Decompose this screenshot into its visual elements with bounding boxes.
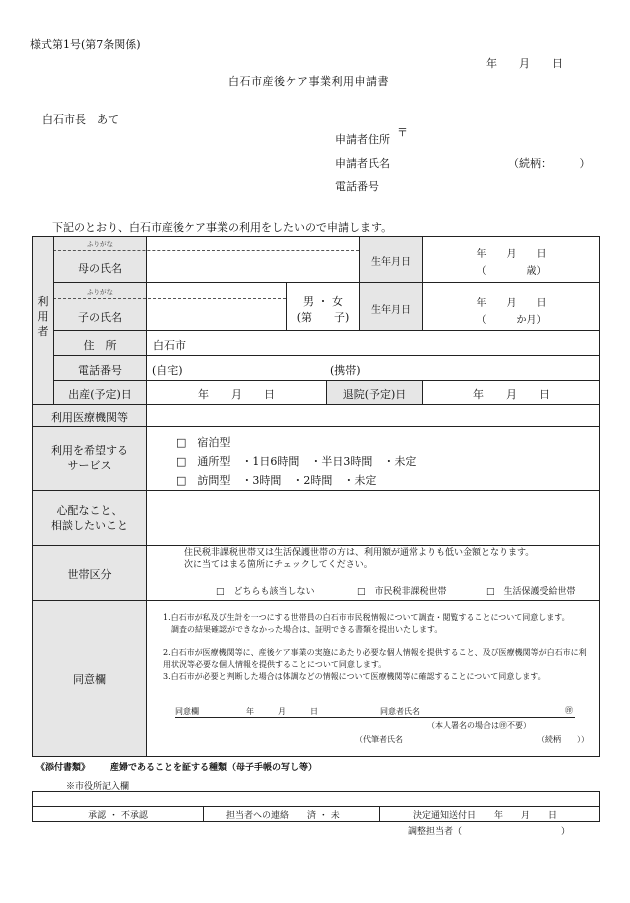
consent-item-2: 2.白石市が医療機関等に、産後ケア事業の実施にあたり必要な個人情報を提供すること、及び医療機関等が白石市に利用状況等必要な個人情報を提供することについて同意します。: [163, 648, 587, 669]
mother-birth-date: 年 月 日: [476, 249, 547, 260]
consent-label: 同意欄: [73, 673, 106, 686]
consent-date: 年 月 日: [246, 707, 318, 716]
service-overnight[interactable]: □ 宿泊型: [176, 436, 231, 449]
date-line: 年 月 日: [486, 57, 563, 70]
mother-birth-label: 生年月日: [371, 257, 411, 268]
office-note: ※市役所記入欄: [66, 782, 130, 792]
consent-item-3: 3.白石市が必要と判断した場合は体調などの情報について医療機関等に確認することについて同意します。: [163, 672, 546, 681]
child-months: （ か月）: [476, 315, 547, 326]
form-number: 様式第1号(第7条関係): [30, 38, 141, 51]
seal-note: （本人署名の場合は㊞不要）: [427, 721, 531, 730]
household-label: 世帯区分: [67, 568, 112, 581]
page-title: 白石市産後ケア事業利用申請書: [228, 75, 389, 88]
household-note: 住民税非課税世帯又は生活保護世帯の方は、利用額が通常よりも低い金額となります。 次に当てはまる箇所にチェックしてください。: [184, 548, 535, 570]
mother-name-label: 母の氏名: [78, 262, 122, 275]
proxy-relation: （続柄 ））: [537, 735, 589, 744]
service-label: 利用を希望する サービス: [51, 444, 128, 472]
phone-home: (自宅): [152, 364, 183, 377]
address-label: 住 所: [83, 339, 117, 352]
discharge-label: 退院(予定)日: [342, 388, 407, 401]
office-notice-date: 決定通知送付日 年 月 日: [413, 811, 558, 821]
gender: 男 ・ 女: [303, 295, 343, 308]
child-birth-label: 生年月日: [371, 305, 411, 316]
applicant-phone-label: 電話番号: [335, 180, 379, 193]
intro-text: 下記のとおり、白石市産後ケア事業の利用をしたいので申請します。: [52, 221, 393, 234]
concern-label: 心配なこと、 相談したいこと: [51, 504, 128, 532]
addressee: 白石市長 あて: [42, 113, 119, 126]
discharge-date: 年 月 日: [473, 388, 550, 401]
consent-item-1: 1.白石市が私及び生計を一つにする世帯員の白石市市民税情報について調査・閲覧することについて同意します。 調査の結果確認ができなかった場合は、証明できる書類を提出いたします。: [163, 613, 570, 634]
service-daycare[interactable]: □ 通所型 ・1日6時間 ・半日3時間 ・未定: [176, 455, 417, 468]
household-welfare[interactable]: □ 生活保護受給世帯: [486, 587, 576, 597]
service-visit[interactable]: □ 訪問型 ・3時間 ・2時間 ・未定: [176, 474, 377, 487]
applicant-name-label: 申請者氏名: [335, 157, 390, 170]
office-coordinator: 調整担当者（ ）: [408, 827, 571, 837]
institution-label: 利用医療機関等: [51, 411, 128, 424]
postal-mark: 〒: [397, 126, 408, 139]
birth-order: (第 子): [296, 311, 350, 324]
office-approval: 承認 ・ 不承認: [88, 811, 148, 821]
delivery-label: 出産(予定)日: [68, 388, 132, 401]
office-contact: 担当者への連絡 済 ・ 未: [226, 811, 340, 821]
phone-mobile: (携帯): [330, 364, 361, 377]
mother-age: （ 歳）: [476, 266, 547, 277]
attachment-label: 《添付書類》: [36, 763, 91, 773]
child-birth-date: 年 月 日: [476, 298, 547, 309]
consent-sign-line[interactable]: [175, 706, 575, 718]
furigana-mother: ふりがな: [87, 240, 113, 248]
child-name-label: 子の氏名: [78, 311, 122, 324]
consent-date-label: 同意欄: [175, 707, 199, 716]
attachment-text: 産婦であることを証する種類（母子手帳の写し等）: [110, 763, 318, 773]
phone-label: 電話番号: [78, 364, 122, 377]
user-label: 利 用 者: [37, 295, 49, 338]
delivery-date: 年 月 日: [198, 388, 275, 401]
household-tax-exempt[interactable]: □ 市民税非課税世帯: [357, 587, 447, 597]
consenter-label: 同意者氏名: [380, 707, 420, 716]
address-value: 白石市: [153, 339, 186, 352]
applicant-relation: （続柄： ）: [508, 157, 591, 170]
applicant-address-label: 申請者住所: [335, 133, 390, 146]
furigana-child: ふりがな: [87, 288, 113, 296]
household-none[interactable]: □ どちらも該当しない: [216, 587, 315, 597]
seal-mark: ㊞: [565, 706, 573, 715]
proxy-label: （代筆者氏名: [355, 735, 403, 744]
